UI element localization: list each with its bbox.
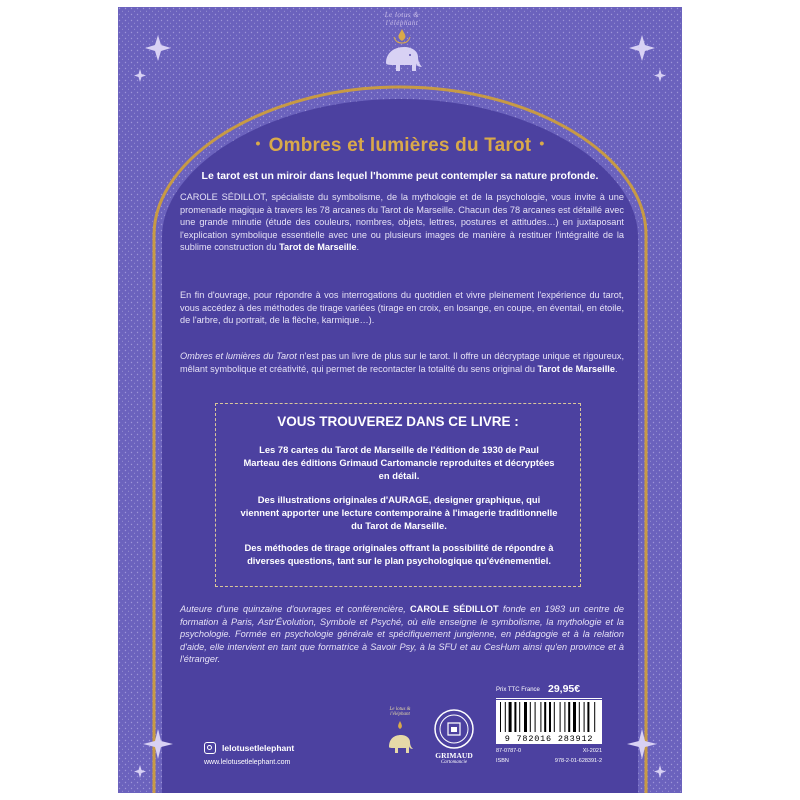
barcode-bar bbox=[564, 702, 565, 732]
instagram-handle[interactable]: lelotusetlelephant bbox=[222, 743, 295, 753]
internal-code: 87-0787-0 bbox=[496, 748, 522, 754]
barcode-bar bbox=[505, 702, 506, 732]
p3-text: n'est pas un livre de plus sur le tarot. Il offre un décryptage unique et rigoureux, mêlant symbolique et créativité, qui permet de recontacter la totalité du sens original du bbox=[180, 351, 624, 374]
author-bio-text: fonde en 1983 un centre de formation à Paris, Astr'Évolution, Symbole et Psyché, où elle enseigne le symbolisme, la mythologie et la psychologie. Formée en psychologie générale et spécifiquement jungienne, en pédagogie et à la relation d'aide, elle intervient en tant que formatrice à Savoir Psy, à la SFU et au CesHum ainsi qu'en province et à l'étranger. bbox=[180, 604, 624, 665]
barcode-bar bbox=[524, 702, 527, 732]
author-bio-intro: Auteure d'une quinzaine d'ouvrages et conférencière, bbox=[180, 604, 411, 614]
publisher-logo-small bbox=[380, 707, 420, 757]
contents-item: Des illustrations originales d'AURAGE, designer graphique, qui viennent apporter une lecture contemporaine à l'imagerie traditionnelle du Tarot de Marseille. bbox=[240, 494, 558, 531]
contents-box-title: VOUS TROUVEREZ DANS CE LIVRE : bbox=[277, 414, 519, 429]
isbn-value: 978-2-01-628391-2 bbox=[554, 758, 602, 764]
grimaud-seal-icon bbox=[430, 707, 478, 751]
paragraph-description bbox=[180, 191, 624, 254]
book-title-text: Ombres et lumières du Tarot bbox=[268, 135, 532, 156]
contents-item: Des méthodes de tirage originales offrant la possibilité de répondre à diverses questions, tant sur le plan psychologique qu'événementiel. bbox=[244, 542, 554, 566]
barcode-bar bbox=[514, 702, 516, 732]
title-dot-left: • bbox=[255, 135, 261, 151]
p1-text: CAROLE SÉDILLOT, spécialiste du symbolisme, de la mythologie et de la psychologie, vous invite à une promenade magique à travers les 78 arcanes du Tarot de Marseille. Chacun des 78 arcanes est détaillé avec une grande minutie (étude des couleurs, nombres, objets, lettres, postures et attitudes…) en juxtaposant l'explication symbolique essentielle avec une ou plusieurs images de manière à restituer l'intégralité de la sublime construction du bbox=[180, 192, 624, 253]
isbn-row bbox=[496, 758, 602, 764]
logo-mid-text: Le lotus & l'éléphant bbox=[389, 707, 411, 717]
author-bio bbox=[180, 603, 624, 666]
barcode-bar bbox=[540, 702, 541, 732]
isbn-label: ISBN bbox=[496, 758, 509, 764]
contents-item: Les 78 cartes du Tarot de Marseille de l'édition de 1930 de Paul Marteau des éditions Grimaud Cartomancie reproduites et décryptées en détail. bbox=[243, 444, 555, 481]
p3-bold: Tarot de Marseille bbox=[537, 363, 615, 374]
grimaud-logo bbox=[430, 707, 478, 767]
arch-frame bbox=[118, 7, 682, 793]
barcode-bar bbox=[560, 702, 561, 732]
logo-top-text: Le lotus & l'éléphant bbox=[384, 11, 420, 27]
p1-end: . bbox=[356, 242, 360, 253]
website-link[interactable]: www.lelotusetlelephant.com bbox=[204, 759, 291, 766]
barcode-bar bbox=[554, 702, 555, 732]
barcode-bar bbox=[509, 702, 512, 732]
barcode-bar bbox=[573, 702, 576, 732]
grimaud-sub: Cartomancie bbox=[440, 760, 468, 765]
barcode-bar bbox=[584, 702, 585, 732]
title-dot-right: • bbox=[539, 135, 545, 151]
instagram-icon[interactable] bbox=[204, 742, 216, 754]
paragraph-summary bbox=[180, 350, 624, 375]
p3-end: . bbox=[614, 363, 618, 374]
barcode-bar bbox=[544, 702, 546, 732]
barcode-bar bbox=[579, 702, 580, 732]
publisher-logo-top bbox=[370, 7, 434, 83]
barcode-bar bbox=[587, 702, 589, 732]
barcode-bar bbox=[519, 702, 520, 732]
contents-box bbox=[215, 403, 581, 587]
barcode-number: 9 782016 283912 bbox=[496, 734, 602, 744]
barcode-bar bbox=[568, 702, 570, 732]
p3-italic: Ombres et lumières du Tarot bbox=[180, 351, 297, 361]
p1-bold: Tarot de Marseille bbox=[279, 242, 357, 253]
barcode-bar bbox=[530, 702, 531, 732]
barcode-bar bbox=[594, 702, 595, 732]
barcode-bar bbox=[535, 702, 536, 732]
barcode bbox=[496, 700, 602, 744]
elephant-small-icon bbox=[380, 707, 420, 757]
price-label: Prix TTC France bbox=[496, 687, 540, 693]
barcode-bar bbox=[549, 702, 551, 732]
barcode-bar bbox=[500, 702, 501, 732]
elephant-icon bbox=[370, 7, 434, 83]
author-name: CAROLE SÉDILLOT bbox=[410, 604, 499, 614]
lead-sentence: Le tarot est un miroir dans lequel l'homme peut contempler sa nature profonde. bbox=[201, 170, 599, 182]
edition-date: XI-2021 bbox=[582, 748, 602, 754]
price-divider bbox=[496, 698, 602, 699]
isbn-row-codes bbox=[496, 748, 602, 754]
book-title bbox=[118, 135, 682, 157]
paragraph-methods: En fin d'ouvrage, pour répondre à vos interrogations du quotidien et vivre pleinement l'expérience du tarot, vous accédez à des méthodes de tirage variées (tirage en croix, en losange, en coupe, en éventail, en étoile, de l'arbre, du portrait, de la flèche, karmique…). bbox=[180, 290, 624, 326]
grimaud-name: GRIMAUD bbox=[435, 751, 473, 760]
price-value: 29,95€ bbox=[548, 683, 581, 695]
book-back-cover bbox=[118, 7, 682, 793]
barcode-bars bbox=[496, 700, 602, 734]
